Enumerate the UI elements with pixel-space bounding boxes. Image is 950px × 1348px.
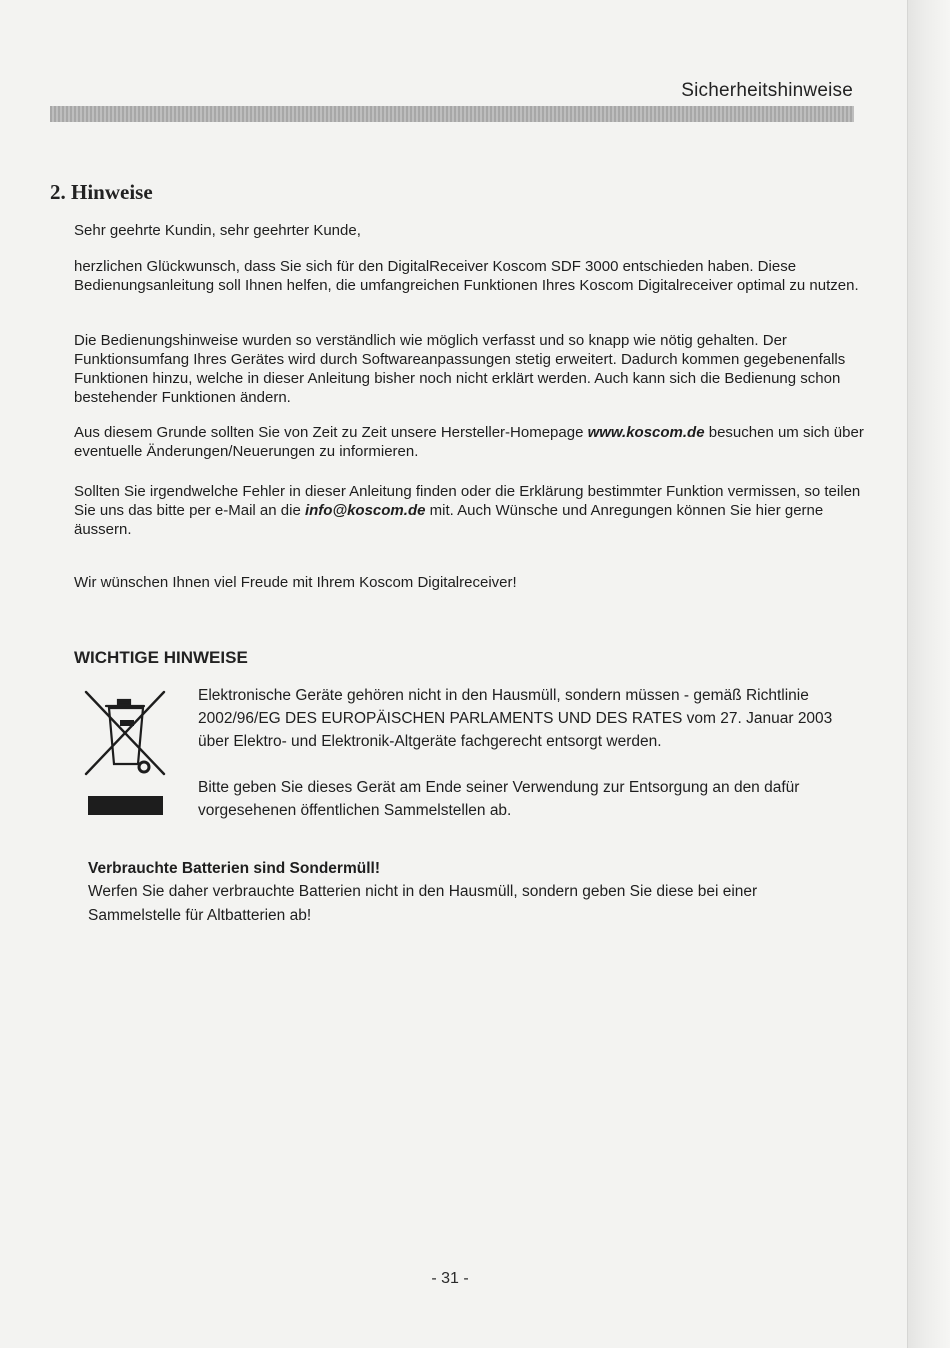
scan-page-edge — [907, 0, 950, 1348]
notes-paragraph: Die Bedienungshinweise wurden so verständlich wie möglich verfasst und so knapp wie nötig gehalten. Der Funktionsumfang Ihres Gerätes wird durch Softwareanpassungen stetig erweitert. Dadurch kommen gegebenenfalls Funktionen hinzu, welche in dieser Anleitung bisher noch nicht erklärt werden. Auch kann sich die Bedienung schon bestehender Funktionen ändern. — [74, 332, 846, 406]
page-number: - 31 - — [431, 1270, 469, 1287]
page-header-title: Sicherheitshinweise — [681, 80, 853, 101]
return-paragraph: Bitte geben Sie dieses Gerät am Ende seiner Verwendung zur Entsorgung an den dafür vorgesehenen öffentlichen Sammelstellen ab. — [198, 779, 800, 819]
errors-text-after: mit. Auch Wünsche und Anregungen können Sie hier gerne äussern. — [74, 502, 824, 538]
crossed-out-wheelie-bin-icon — [80, 688, 170, 778]
section-heading: 2. Hinweise — [50, 180, 153, 204]
weee-underline-bar — [88, 796, 163, 815]
email-link[interactable]: info@koscom.de — [304, 502, 426, 519]
intro-paragraph: herzlichen Glückwunsch, dass Sie sich für den DigitalReceiver Koscom SDF 3000 entschieden haben. Diese Bedienungsanleitung soll Ihnen helfen, die umfangreichen Funktionen Ihres Koscom Digitalreceiver optimal zu nutzen. — [74, 258, 859, 294]
greeting-paragraph: Sehr geehrte Kundin, sehr geehrter Kunde, — [74, 222, 361, 239]
homepage-paragraph — [74, 423, 864, 461]
homepage-link[interactable]: www.koscom.de — [587, 424, 705, 441]
errors-paragraph — [74, 482, 864, 539]
errors-text-before: Sollten Sie irgendwelche Fehler in dieser Anleitung finden oder die Erklärung bestimmter Funktion vermissen, so teilen Sie uns das bitte per e-Mail an die — [74, 483, 861, 519]
homepage-text-after: besuchen um sich über eventuelle Änderungen/Neuerungen zu informieren. — [74, 424, 864, 460]
important-notes-title: WICHTIGE HINWEISE — [74, 648, 248, 667]
closing-paragraph: Wir wünschen Ihnen viel Freude mit Ihrem Koscom Digitalreceiver! — [74, 574, 517, 591]
batteries-title: Verbrauchte Batterien sind Sondermüll! — [88, 860, 380, 877]
homepage-text-before: Aus diesem Grunde sollten Sie von Zeit zu Zeit unsere Hersteller-Homepage — [74, 424, 588, 441]
batteries-paragraph: Werfen Sie daher verbrauchte Batterien nicht in den Hausmüll, sondern geben Sie diese bei einer Sammelstelle für Altbatterien ab! — [88, 883, 758, 924]
header-rule — [50, 106, 854, 122]
disposal-paragraph: Elektronische Geräte gehören nicht in den Hausmüll, sondern müssen - gemäß Richtlinie 2002/96/EG DES EUROPÄISCHEN PARLAMENTS UND DES RATES vom 27. Januar 2003 über Elektro- und Elektronik-Altgeräte fachgerecht entsorgt werden. — [198, 687, 833, 750]
